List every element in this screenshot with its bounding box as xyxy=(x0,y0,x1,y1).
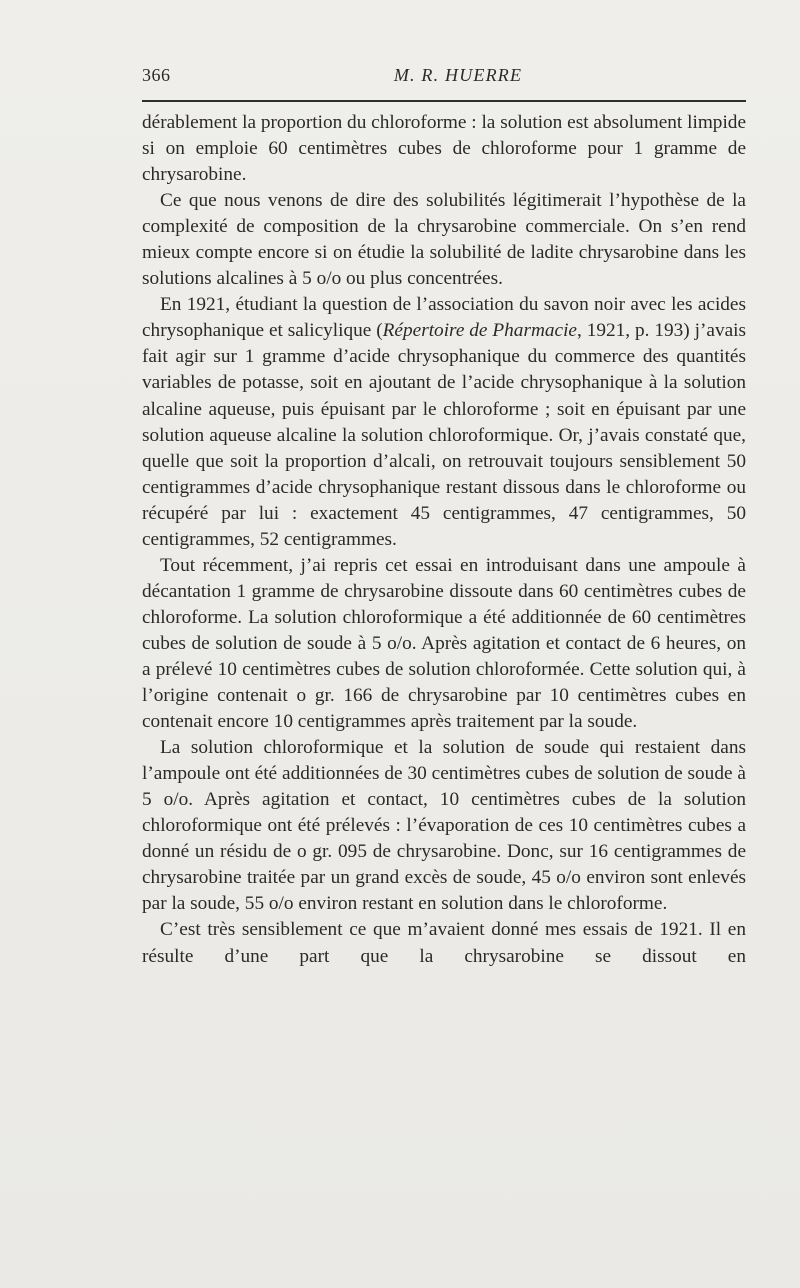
paragraph: Ce que nous venons de dire des solubilités légitimerait l’hypothèse de la complexité de composition de la chrysarobine commerciale. On s’en rend mieux compte encore si on étudie la solubilité de ladite chrysarobine dans les solutions alcalines à 5 o/o ou plus concentrées. xyxy=(142,190,746,290)
paragraph: dérablement la proportion du chloroforme : la solution est absolument limpide si on emploie 60 centimètres cubes de chloroforme pour 1 gramme de chrysarobine. xyxy=(142,112,747,186)
page-header xyxy=(142,63,746,87)
header-rule xyxy=(142,100,746,102)
paragraph: La solution chloroformique et la solution de soude qui restaient dans l’ampoule ont été additionnées de 30 centimètres cubes de solution de soude à 5 o/o. Après agitation et contact, 10 centimètres cubes de la solution chloroformique ont été prélevés : l’évaporation de ces 10 centimètres cubes a donné un résidu de o gr. 095 de chrysarobine. Donc, sur 16 centigrammes de chrysarobine traitée par un grand excès de soude, 45 o/o environ sont enlevés par la soude, 55 o/o environ restant en solution dans le chloroforme. xyxy=(142,737,746,915)
journal-title: Répertoire de Pharmacie xyxy=(382,320,577,342)
body-text xyxy=(142,110,746,970)
page-number: 366 xyxy=(142,65,171,85)
paragraph xyxy=(142,292,746,552)
paragraph-text: , 1921, p. 193) j’avais fait agir sur 1 gramme d’acide chrysophanique du commerce des quantités variables de potasse, soit en ajoutant de l’acide chrysophanique à la solution alcaline aqueuse, puis épuisant par le chloroforme ; soit en épuisant par une solution aqueuse alcaline la solution chloroformique. Or, j’avais constaté que, quelle que soit la proportion d’alcali, on retrouvait toujours sensiblement 50 centigrammes d’acide chrysophanique restant dissous dans le chloroforme ou récupéré par lui : exactement 45 centigrammes, 47 centigrammes, 50 centigrammes, 52 centigrammes. xyxy=(142,320,747,550)
paragraph: C’est très sensiblement ce que m’avaient donné mes essais de 1921. Il en résulte d’une part que la chrysarobine se dissout en xyxy=(142,919,746,967)
paragraph-text: En 1921, étudiant la question de l’association du savon noir avec les acides chrysophanique et salicylique ( xyxy=(142,294,746,342)
paragraph: Tout récemment, j’ai repris cet essai en introduisant dans une ampoule à décantation 1 gramme de chrysarobine dissoute dans 60 centimètres cubes de chloroforme. La solution chloroformique a été additionnée de 60 centimètres cubes de solution de soude à 5 o/o. Après agitation et contact de 6 heures, on a prélevé 10 centimètres cubes de solution chloroformée. Cette solution qui, à l’origine contenait o gr. 166 de chrysarobine par 10 centimètres cubes en contenait encore 10 centigrammes après traitement par la soude. xyxy=(142,554,746,733)
running-head: M. R. HUERRE xyxy=(393,65,523,85)
